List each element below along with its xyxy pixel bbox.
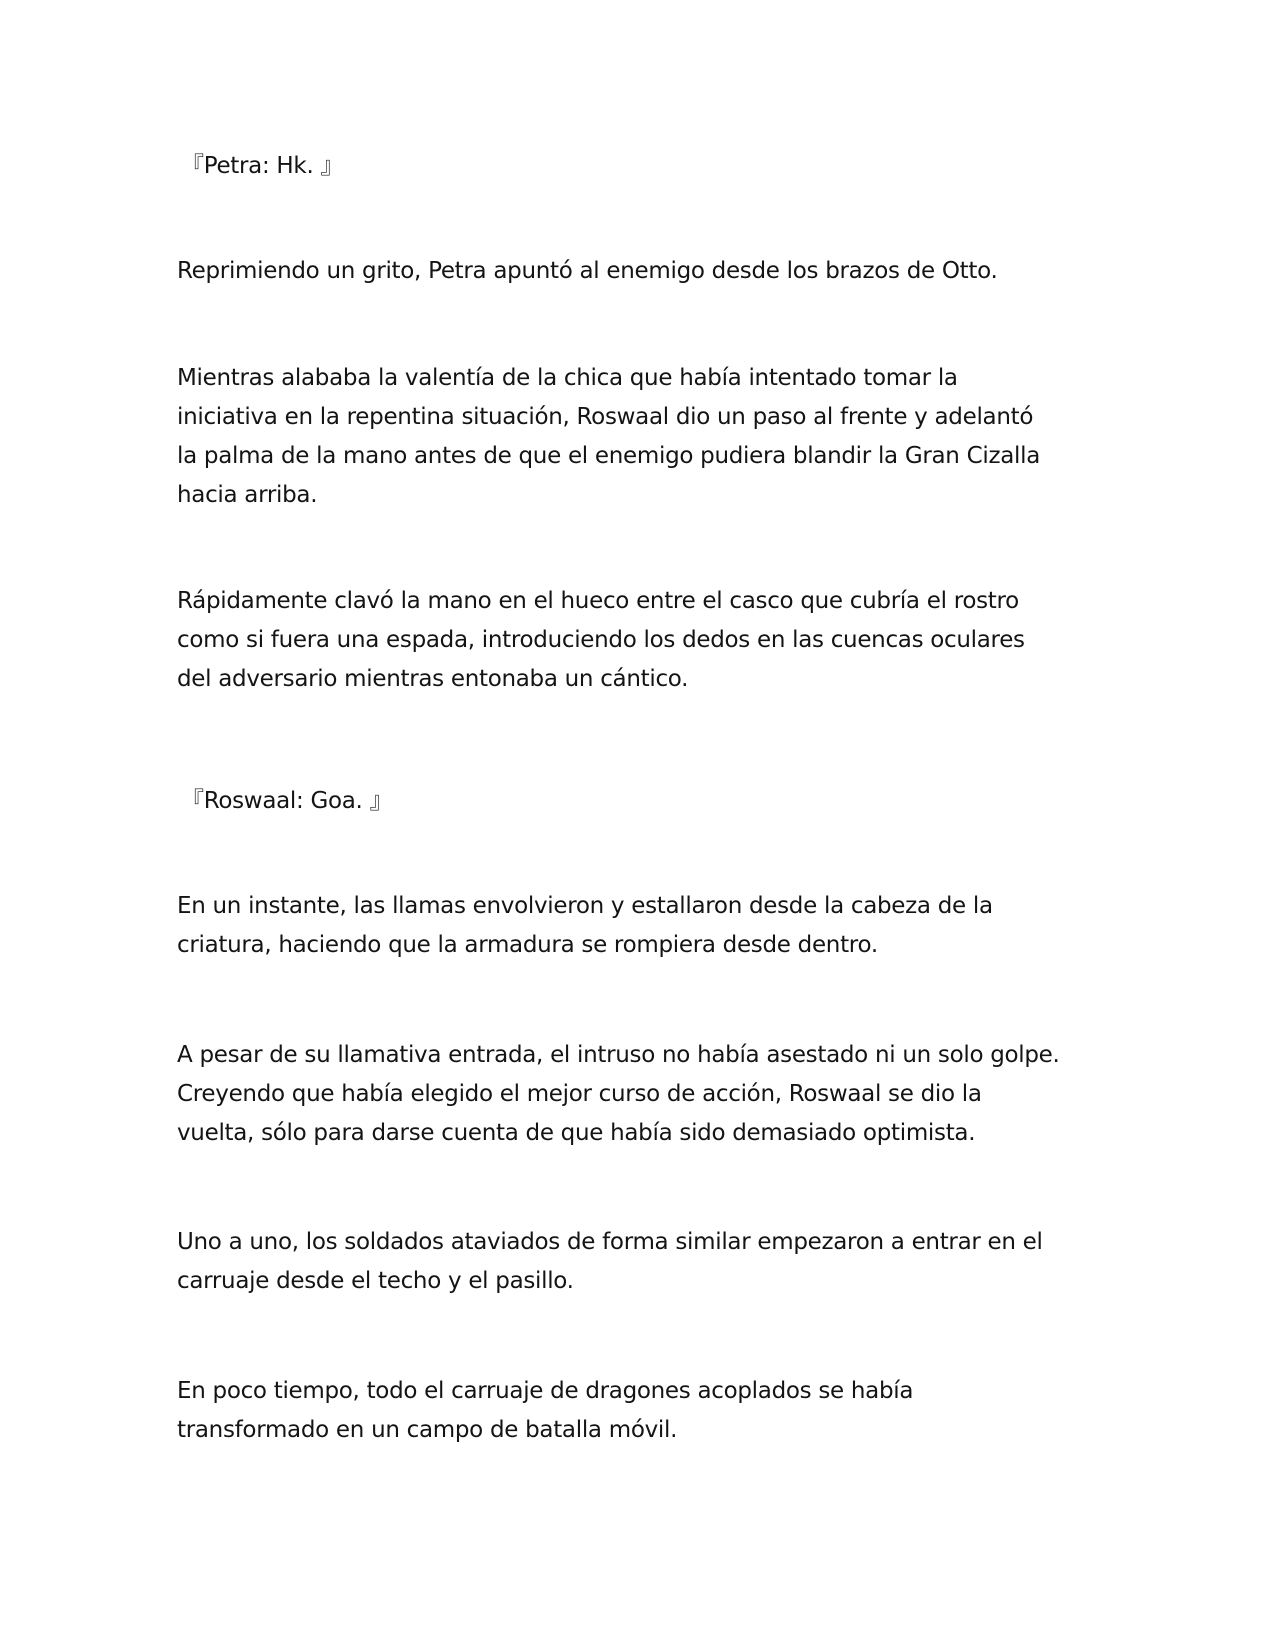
paragraph-hand-strike — [177, 582, 1117, 699]
text-line: Reprimiendo un grito, Petra apuntó al enemigo desde los brazos de Otto. — [177, 258, 998, 284]
text-line: 『Roswaal: Goa. 』 — [181, 788, 393, 814]
text-line: Mientras alababa la valentía de la chica que había intentado tomar la — [177, 365, 958, 391]
text-line: Creyendo que había elegido el mejor curso de acción, Roswaal se dio la — [177, 1081, 982, 1107]
paragraph-intruder — [177, 1036, 1117, 1153]
text-line: transformado en un campo de batalla móvil. — [177, 1417, 678, 1443]
text-line: vuelta, sólo para darse cuenta de que había sido demasiado optimista. — [177, 1120, 976, 1146]
paragraph-flames — [177, 887, 1117, 965]
paragraph-roswaal-steps-forward — [177, 359, 1117, 515]
text-line: carruaje desde el techo y el pasillo. — [177, 1268, 574, 1294]
dialogue-petra — [181, 147, 1121, 186]
text-line: En poco tiempo, todo el carruaje de dragones acoplados se había — [177, 1378, 914, 1404]
text-line: hacia arriba. — [177, 482, 318, 508]
text-line: 『Petra: Hk. 』 — [181, 153, 344, 179]
paragraph-soldiers — [177, 1223, 1117, 1301]
text-line: Rápidamente clavó la mano en el hueco entre el casco que cubría el rostro — [177, 588, 1019, 614]
text-line: criatura, haciendo que la armadura se rompiera desde dentro. — [177, 932, 878, 958]
text-line: la palma de la mano antes de que el enemigo pudiera blandir la Gran Cizalla — [177, 443, 1040, 469]
paragraph-battlefield — [177, 1372, 1117, 1450]
text-line: iniciativa en la repentina situación, Roswaal dio un paso al frente y adelantó — [177, 404, 1034, 430]
text-line: En un instante, las llamas envolvieron y estallaron desde la cabeza de la — [177, 893, 993, 919]
text-line: Uno a uno, los soldados ataviados de forma similar empezaron a entrar en el — [177, 1229, 1043, 1255]
text-line: como si fuera una espada, introduciendo los dedos en las cuencas oculares — [177, 627, 1025, 653]
paragraph-petra-aims — [177, 252, 1117, 291]
dialogue-roswaal — [181, 782, 1121, 821]
text-line: del adversario mientras entonaba un cántico. — [177, 666, 689, 692]
text-line: A pesar de su llamativa entrada, el intruso no había asestado ni un solo golpe. — [177, 1042, 1060, 1068]
